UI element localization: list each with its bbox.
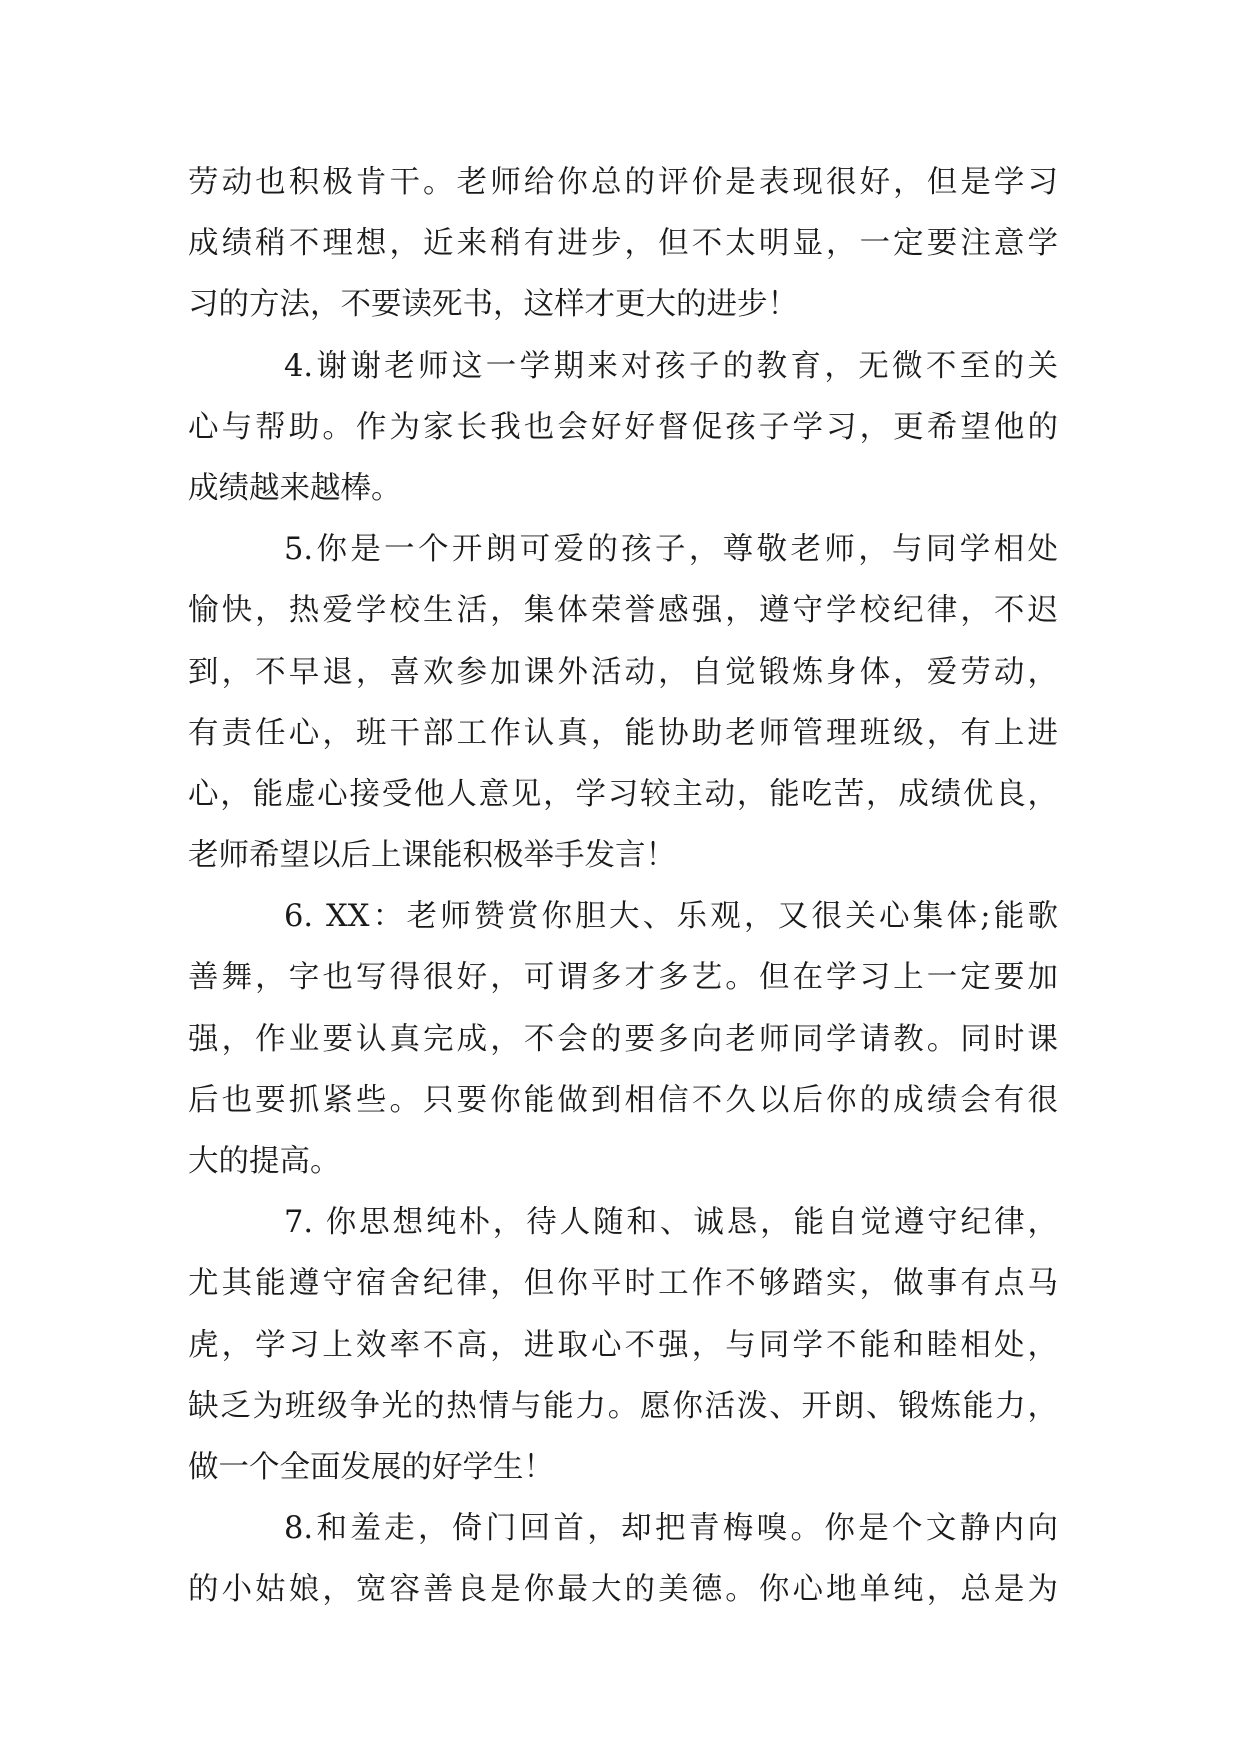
text-line: 强，作业要认真完成，不会的要多向老师同学请教。同时课 <box>188 1021 1058 1057</box>
paragraph-first-line: 6. XX：老师赞赏你胆大、乐观，又很关心集体;能歌 <box>284 899 1058 935</box>
text-line: 习的方法，不要读死书，这样才更大的进步！ <box>188 287 798 323</box>
text-line: 虎，学习上效率不高，进取心不强，与同学不能和睦相处， <box>188 1327 1058 1363</box>
text-line: 尤其能遵守宿舍纪律，但你平时工作不够踏实，做事有点马 <box>188 1266 1058 1302</box>
text-line: 善舞，字也写得很好，可谓多才多艺。但在学习上一定要加 <box>188 960 1058 996</box>
text-line: 后也要抓紧些。只要你能做到相信不久以后你的成绩会有很 <box>188 1082 1058 1118</box>
text-line: 到，不早退，喜欢参加课外活动，自觉锻炼身体，爱劳动， <box>188 654 1058 690</box>
text-line: 成绩稍不理想，近来稍有进步，但不太明显，一定要注意学 <box>188 226 1058 262</box>
text-line: 大的提高。 <box>188 1144 341 1179</box>
document-body <box>188 152 1058 1621</box>
paragraph-first-line: 8.和羞走，倚门回首，却把青梅嗅。你是个文静内向 <box>284 1511 1058 1547</box>
text-line: 老师希望以后上课能积极举手发言！ <box>188 838 676 874</box>
text-line: 愉快，热爱学校生活，集体荣誉感强，遵守学校纪律，不迟 <box>188 593 1058 629</box>
paragraph-first-line: 7. 你思想纯朴，待人随和、诚恳，能自觉遵守纪律， <box>284 1205 1058 1241</box>
text-line: 做一个全面发展的好学生！ <box>188 1449 554 1485</box>
paragraph-first-line: 4.谢谢老师这一学期来对孩子的教育，无微不至的关 <box>284 348 1058 384</box>
text-line: 的小姑娘，宽容善良是你最大的美德。你心地单纯，总是为 <box>188 1572 1058 1608</box>
text-line: 心，能虚心接受他人意见，学习较主动，能吃苦，成绩优良， <box>188 776 1058 812</box>
text-line: 缺乏为班级争光的热情与能力。愿你活泼、开朗、锻炼能力， <box>188 1388 1058 1424</box>
text-line: 心与帮助。作为家长我也会好好督促孩子学习，更希望他的 <box>188 409 1058 445</box>
text-line: 成绩越来越棒。 <box>188 470 402 506</box>
paragraph-first-line: 5.你是一个开朗可爱的孩子，尊敬老师，与同学相处 <box>284 532 1058 568</box>
text-line: 有责任心，班干部工作认真，能协助老师管理班级，有上进 <box>188 715 1058 751</box>
text-line: 劳动也积极肯干。老师给你总的评价是表现很好，但是学习 <box>188 165 1058 200</box>
